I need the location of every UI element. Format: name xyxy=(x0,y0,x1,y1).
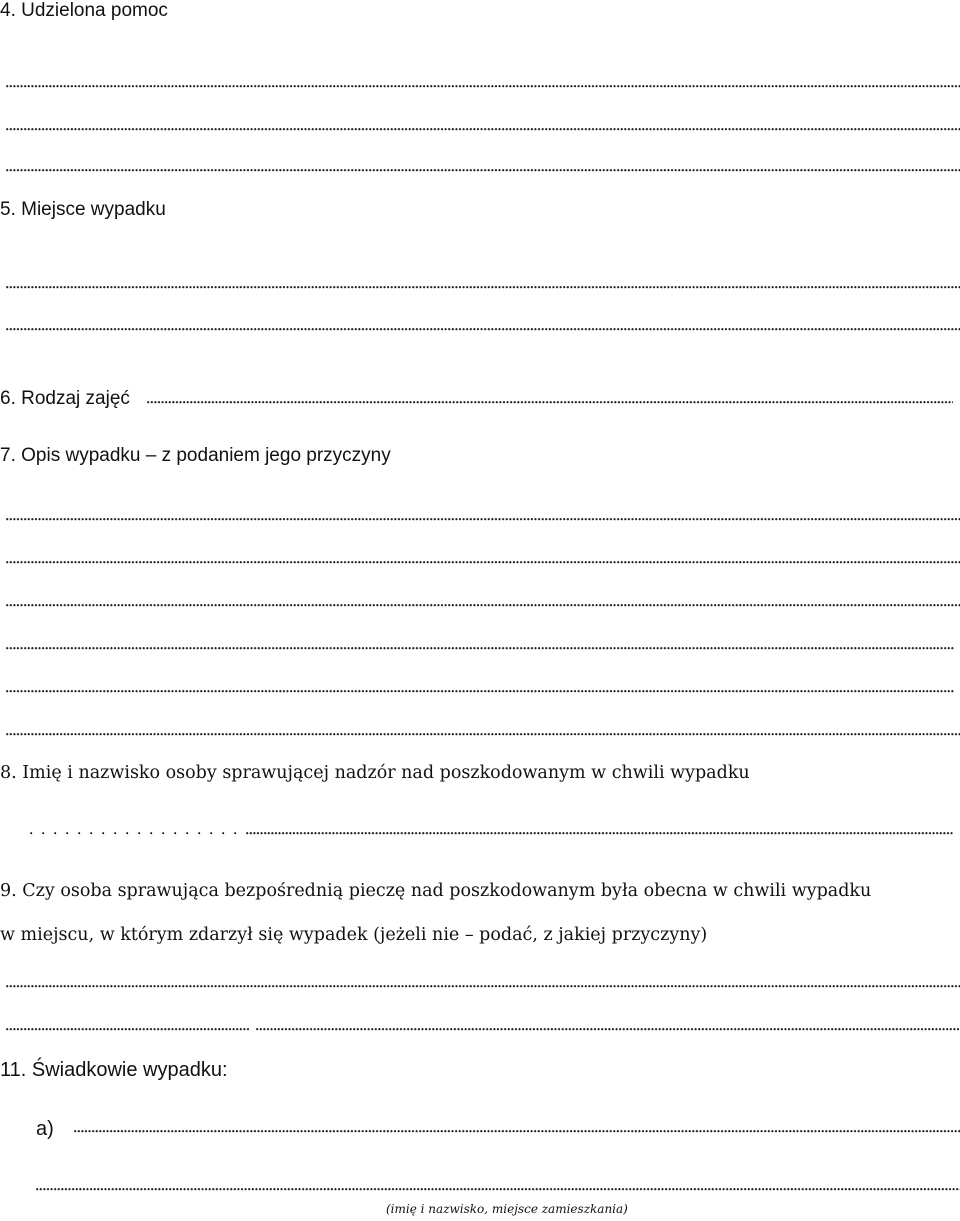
section-9-fill-line-2a[interactable] xyxy=(6,1028,250,1038)
section-7-fill-line-4[interactable] xyxy=(6,647,954,657)
section-7-heading: 7. Opis wypadku – z podaniem jego przyczyny xyxy=(0,445,391,466)
section-6-heading: 6. Rodzaj zajęć xyxy=(0,388,130,409)
section-6-fill-line[interactable] xyxy=(147,401,953,411)
section-5-fill-line-1[interactable] xyxy=(6,286,960,296)
section-7-fill-line-6[interactable] xyxy=(6,733,960,743)
section-8-fill-line[interactable] xyxy=(246,832,954,842)
witness-caption: (imię i nazwisko, miejsce zamieszkania) xyxy=(386,1202,628,1216)
section-9-heading-line-1: 9. Czy osoba sprawująca bezpośrednią pieczę nad poszkodowanym była obecna w chwili wypadku xyxy=(0,881,872,901)
section-8-heading: 8. Imię i nazwisko osoby sprawującej nadzór nad poszkodowanym w chwili wypadku xyxy=(0,763,750,783)
section-9-heading-line-2: w miejscu, w którym zdarzył się wypadek (jeżeli nie – podać, z jakiej przyczyny) xyxy=(0,925,708,945)
section-4-fill-line-1[interactable] xyxy=(6,85,960,95)
section-9-fill-line-1[interactable] xyxy=(6,985,960,995)
section-4-fill-line-2[interactable] xyxy=(6,128,960,138)
section-5-fill-line-2[interactable] xyxy=(6,328,960,338)
section-7-fill-line-3[interactable] xyxy=(6,604,960,614)
section-7-fill-line-1[interactable] xyxy=(6,518,960,528)
section-5-heading: 5. Miejsce wypadku xyxy=(0,199,166,220)
witness-a-fill-line-2[interactable] xyxy=(36,1188,960,1198)
section-4-fill-line-3[interactable] xyxy=(6,169,960,179)
section-8-leader-dots xyxy=(30,832,245,842)
witness-a-fill-line-1[interactable] xyxy=(74,1130,960,1140)
section-11-heading: 11. Świadkowie wypadku: xyxy=(0,1059,228,1081)
section-9-fill-line-2b[interactable] xyxy=(256,1028,960,1038)
section-7-fill-line-2[interactable] xyxy=(6,561,960,571)
section-4-heading: 4. Udzielona pomoc xyxy=(0,0,168,21)
witness-a-label: a) xyxy=(36,1118,54,1140)
section-7-fill-line-5[interactable] xyxy=(6,690,954,700)
